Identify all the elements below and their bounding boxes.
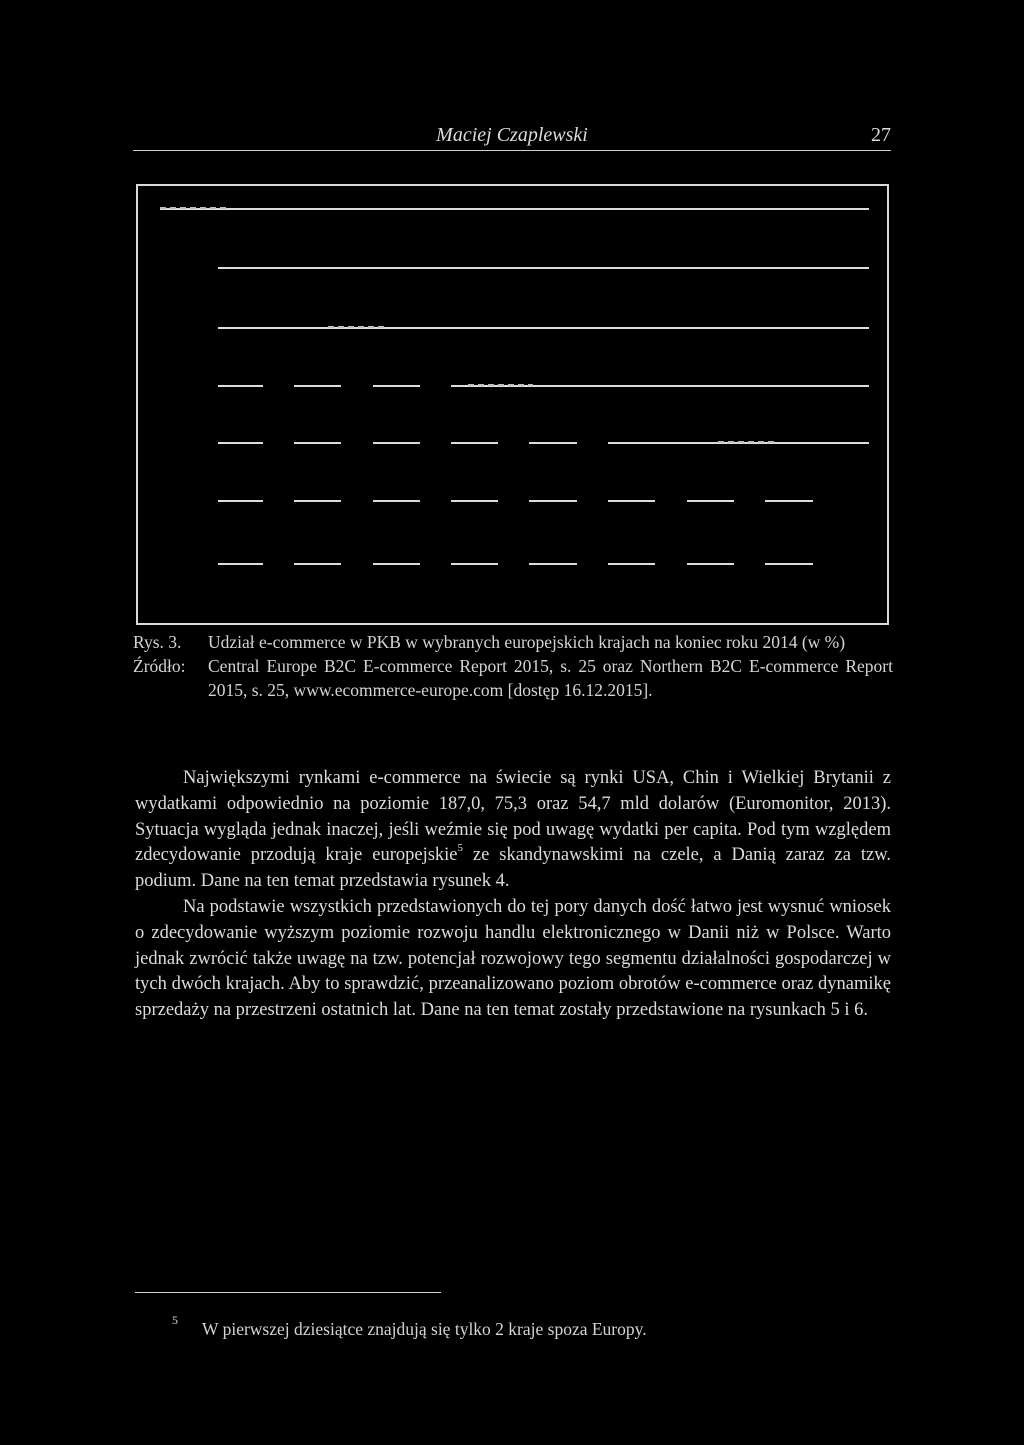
source-text: Central Europe B2C E-commerce Report 2015, s. 25 oraz Northern B2C E-commerce Report 2015, s. 25, www.ecommerce-europe.com [dostęp 16.12.2015].: [208, 656, 893, 700]
caption-text: Udział e-commerce w PKB w wybranych europejskich krajach na koniec roku 2014 (w %): [208, 632, 846, 652]
figure-frame: [136, 184, 889, 625]
paragraph-2: Na podstawie wszystkich przedstawionych do tej pory danych dość łatwo jest wysnuć wniosek o zdecydowanie wyższym poziomie rozwoju handlu elektronicznego w Danii niż w Polsce. Warto jednak zwrócić także uwagę na tzw. potencjał rozwojowy tego segmentu działalności gospodarczej w tych dwóch krajach. Aby to sprawdzić, przeanalizowano poziom obrotów e-commerce oraz dynamikę sprzedaży na przestrzeni ostatnich lat. Dane na ten temat zostały przedstawione na rysunkach 5 i 6.: [135, 896, 891, 1021]
source-label: Źródło:: [133, 656, 186, 676]
page-number: 27: [871, 124, 891, 146]
footnote-reference: 5: [457, 842, 464, 855]
running-head-author: Maciej Czaplewski: [436, 124, 588, 146]
figure-caption: [133, 630, 893, 702]
caption-label: Rys. 3.: [133, 632, 182, 652]
footnote-divider: [135, 1292, 441, 1293]
body-text: [135, 766, 891, 1024]
footnote-mark: 5: [172, 1313, 178, 1327]
footnote-text: W pierwszej dziesiątce znajdują się tylko 2 kraje spoza Europy.: [202, 1319, 647, 1339]
chart-gridlines: [138, 186, 891, 627]
paragraph-1: Największymi rynkami e-commerce na świecie są rynki USA, Chin i Wielkiej Brytanii z wydatkami odpowiednio na poziomie 187,0, 75,3 oraz 54,7 mld dolarów (Euromonitor, 2013). Sytuacja wygląda jednak inaczej, jeśli weźmie się pod uwagę wydatki per capita. Pod tym względem zdecydowanie przodują kraje europejskie$^5$ ze skandynawskimi na czele, a Danią zaraz za tzw. podium. Dane na ten temat przedstawia rysunek 4.: [135, 768, 891, 892]
page-header: [133, 122, 891, 151]
